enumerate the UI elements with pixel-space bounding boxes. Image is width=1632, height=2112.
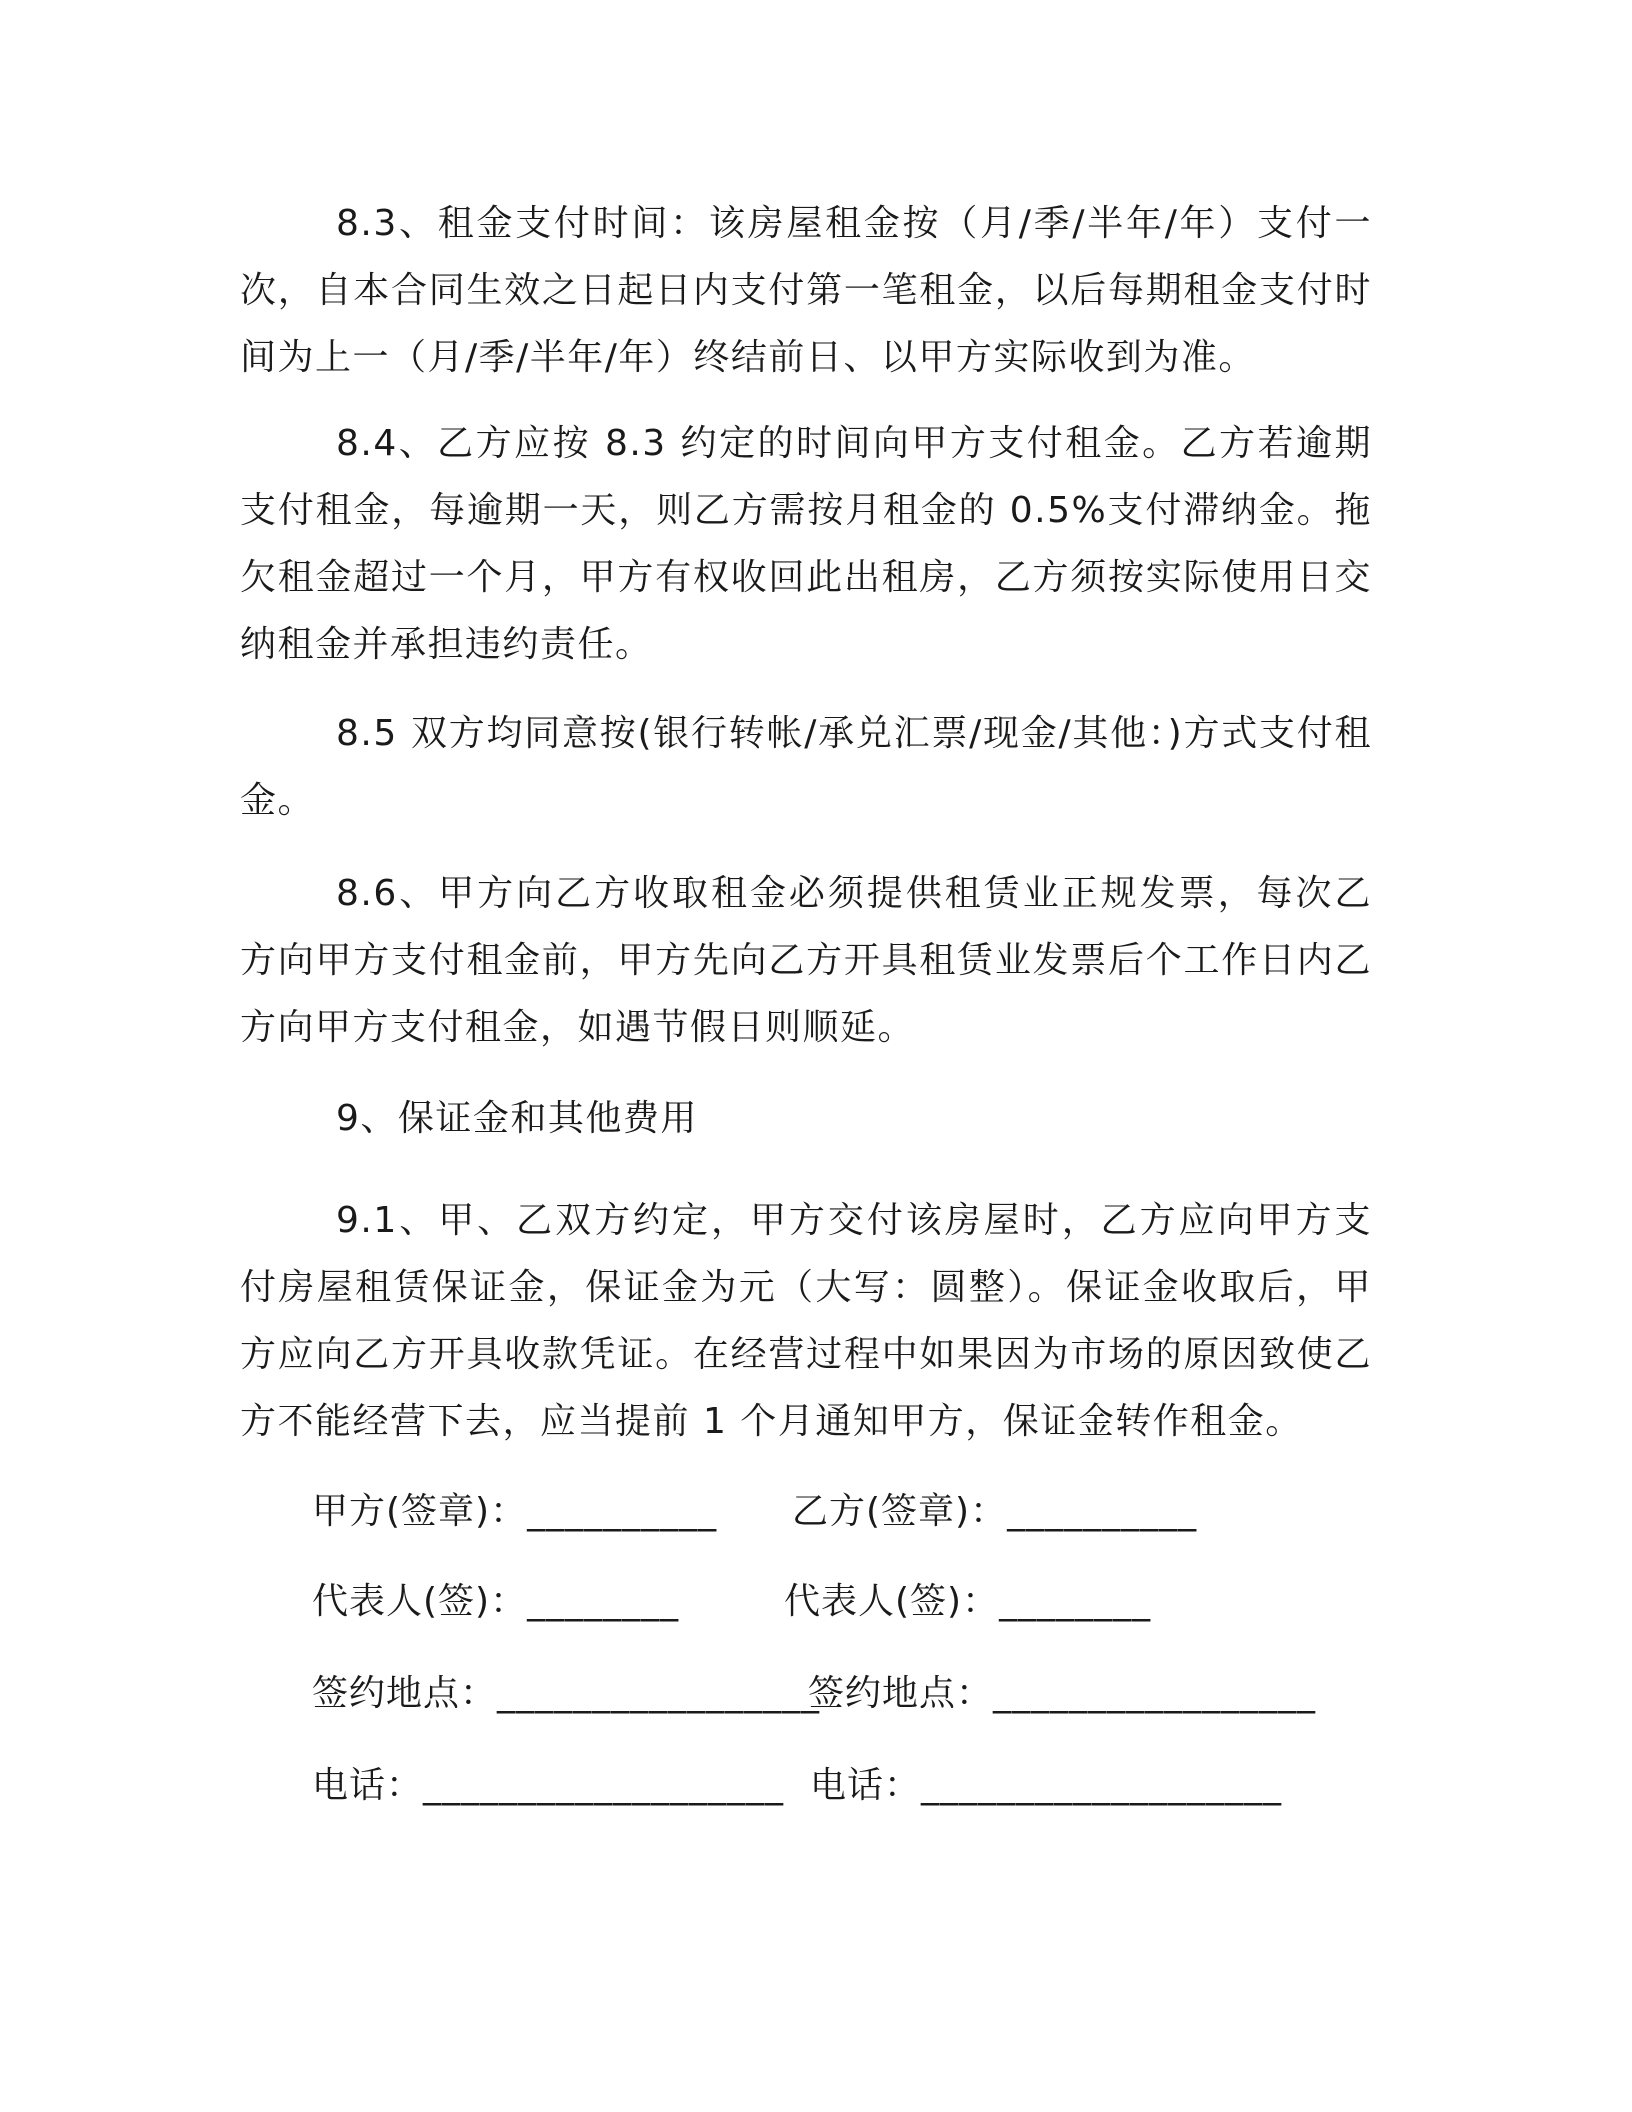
- clause-8-6: 8.6、甲方向乙方收取租金必须提供租赁业正规发票，每次乙方向甲方支付租金前，甲方先向乙方开具租赁业发票后个工作日内乙方向甲方支付租金，如遇节假日则顺延。: [240, 873, 1372, 1048]
- party-b-phone-field: 电话：___________________: [810, 1765, 1283, 1806]
- party-b-representative-field: 代表人(签)：________: [784, 1581, 1152, 1622]
- clause-8-3: 8.3、租金支付时间：该房屋租金按（月/季/半年/年）支付一次，自本合同生效之日起日内支付第一笔租金，以后每期租金支付时间为上一（月/季/半年/年）终结前日、以甲方实际收到为准。: [240, 203, 1372, 378]
- party-b-seal-field: 乙方(签章)：__________: [792, 1491, 1198, 1532]
- party-a-representative-field: 代表人(签)：________: [312, 1581, 680, 1622]
- party-a-place-field: 签约地点：_________________: [312, 1673, 821, 1714]
- signature-row-phone: [0, 1756, 1632, 1816]
- signature-row-seal: [0, 1482, 1632, 1542]
- signature-row-place: [0, 1664, 1632, 1724]
- signature-row-representative: [0, 1572, 1632, 1632]
- section-9-heading: 9、保证金和其他费用: [336, 1098, 698, 1139]
- party-a-seal-field: 甲方(签章)：__________: [312, 1491, 718, 1532]
- party-a-phone-field: 电话：___________________: [312, 1765, 785, 1806]
- party-b-place-field: 签约地点：_________________: [808, 1673, 1317, 1714]
- clause-9-1: 9.1、甲、乙双方约定，甲方交付该房屋时，乙方应向甲方支付房屋租赁保证金，保证金为元（大写：圆整）。保证金收取后，甲方应向乙方开具收款凭证。在经营过程中如果因为市场的原因致使乙方不能经营下去，应当提前 1 个月通知甲方，保证金转作租金。: [240, 1200, 1372, 1442]
- clause-8-5: 8.5 双方均同意按(银行转帐/承兑汇票/现金/其他：)方式支付租金。: [240, 713, 1372, 821]
- clause-8-4: 8.4、乙方应按 8.3 约定的时间向甲方支付租金。乙方若逾期支付租金，每逾期一天，则乙方需按月租金的 0.5%支付滞纳金。拖欠租金超过一个月，甲方有权收回此出租房，乙方须按实际使用日交纳租金并承担违约责任。: [240, 423, 1372, 665]
